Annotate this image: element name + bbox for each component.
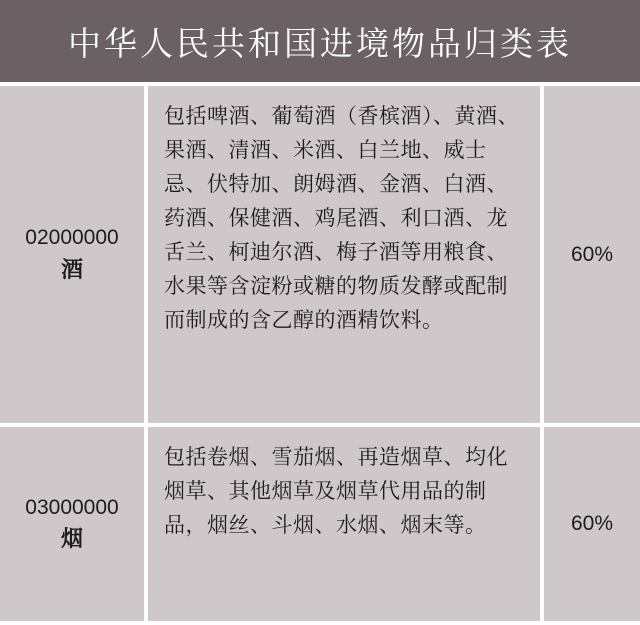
table-row: [0, 86, 640, 427]
item-tax-rate: 60%: [570, 512, 614, 535]
table-cell-rate: [544, 86, 640, 423]
item-code: 02000000: [25, 226, 119, 250]
item-description: 包括啤酒、葡萄酒（香槟酒）、黄酒、果酒、清酒、米酒、白兰地、威士忌、伏特加、朗姆酒、金酒、白酒、药酒、保健酒、鸡尾酒、利口酒、龙舌兰、柯迪尔酒、梅子酒等用粮食、水果等含淀粉或糖的物质发酵或配制而制成的含乙醇的酒精饮料。: [164, 105, 519, 333]
code-block: [25, 223, 118, 285]
document-title-bar: [0, 0, 640, 82]
item-name: 酒: [60, 256, 83, 282]
classification-table: [0, 86, 640, 625]
item-tax-rate: 60%: [570, 242, 614, 266]
item-name: 烟: [60, 526, 83, 552]
table-row: [0, 427, 640, 625]
table-cell-description: [148, 427, 544, 621]
table-cell-description: [148, 86, 544, 423]
table-cell-rate: [544, 427, 640, 621]
table-cell-code: [0, 427, 148, 621]
item-description: 包括卷烟、雪茄烟、再造烟草、均化烟草、其他烟草及烟草代用品的制品，烟丝、斗烟、水烟、烟末等。: [164, 446, 508, 538]
code-block: [25, 493, 118, 555]
item-code: 03000000: [25, 495, 119, 519]
table-cell-code: [0, 86, 148, 423]
page-title: 中华人民共和国进境物品归类表: [68, 26, 572, 63]
